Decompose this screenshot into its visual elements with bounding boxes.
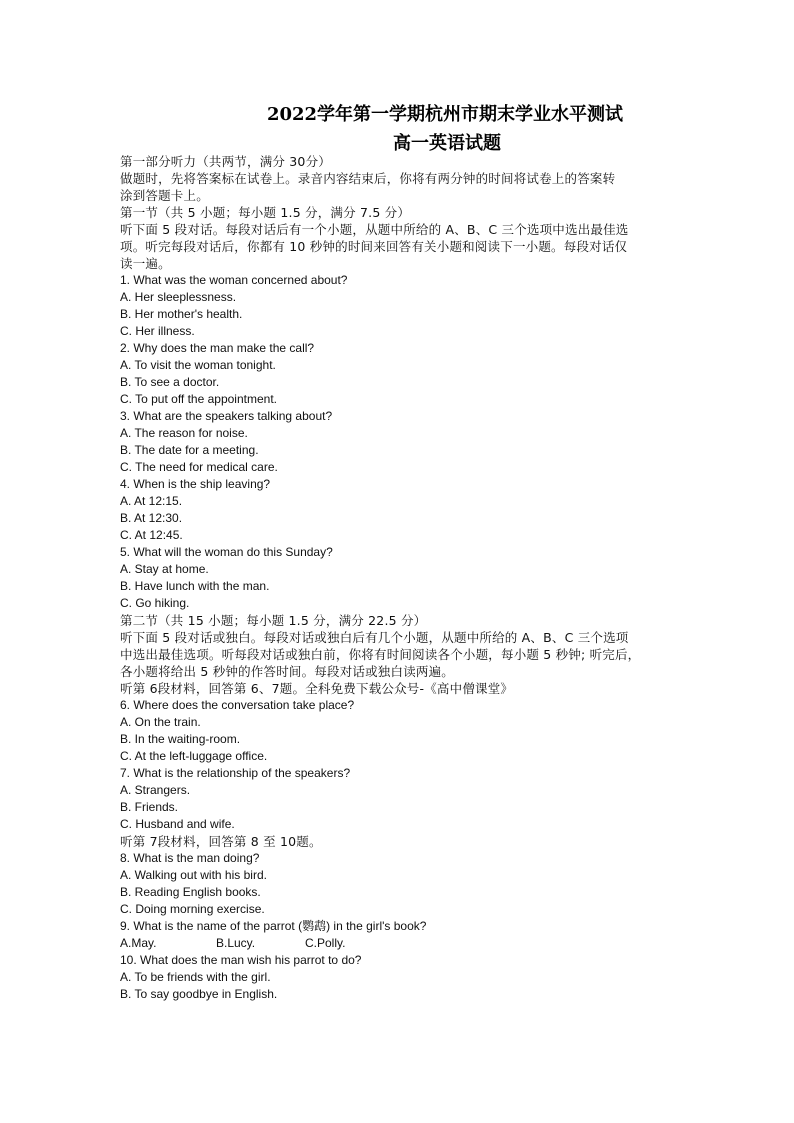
exam-content <box>120 153 690 1003</box>
answer-option: A. Stay at home. <box>120 562 209 576</box>
answer-option: A. At 12:15. <box>120 494 183 508</box>
question-stem: 3. What are the speakers talking about? <box>120 409 333 423</box>
answer-option: C.Polly. <box>305 936 346 950</box>
section1-intro-line: 听下面 5 段对话。每段对话后有一个小题，从题中所给的 A、B、C 三个选项中选出最佳选 <box>120 222 629 237</box>
answer-option: B.Lucy. <box>216 936 256 950</box>
answer-option: A.May. <box>120 936 157 950</box>
page-subtitle: 高一英语试题 <box>393 133 501 154</box>
section1-heading: 第一节（共 5 小题；每小题 1.5 分，满分 7.5 分） <box>120 205 411 220</box>
question-stem: 8. What is the man doing? <box>120 851 260 865</box>
answer-option: B. At 12:30. <box>120 511 183 525</box>
answer-option: A. On the train. <box>120 715 201 729</box>
section2-heading: 第二节（共 15 小题；每小题 1.5 分，满分 22.5 分） <box>120 613 427 628</box>
answer-option: B. Friends. <box>120 800 179 814</box>
answer-option: A. Strangers. <box>120 783 191 797</box>
answer-option: B. Reading English books. <box>120 885 261 899</box>
part1-intro-line: 涂到答题卡上。 <box>120 188 209 203</box>
answer-option: C. At the left-luggage office. <box>120 749 268 763</box>
answer-option: C. Go hiking. <box>120 596 190 610</box>
answer-option: A. To be friends with the girl. <box>120 970 271 984</box>
answer-option: A. Walking out with his bird. <box>120 868 267 882</box>
answer-option: C. The need for medical care. <box>120 460 278 474</box>
question-stem: 1. What was the woman concerned about? <box>120 273 348 287</box>
answer-option: C. Doing morning exercise. <box>120 902 265 916</box>
answer-option: A. The reason for noise. <box>120 426 248 440</box>
answer-option: C. Husband and wife. <box>120 817 235 831</box>
answer-option: C. At 12:45. <box>120 528 183 542</box>
question-stem: 6. Where does the conversation take place? <box>120 698 355 712</box>
section1-intro-line: 项。听完每段对话后，你都有 10 秒钟的时间来回答有关小题和阅读下一小题。每段对话仅 <box>120 239 628 254</box>
answer-option: B. Her mother's health. <box>120 307 243 321</box>
material-note: 听第 7段材料，回答第 8 至 10题。 <box>120 834 322 849</box>
question-stem: 10. What does the man wish his parrot to do? <box>120 953 362 967</box>
section2-intro-line: 听下面 5 段对话或独白。每段对话或独白后有几个小题，从题中所给的 A、B、C 三个选项 <box>120 630 629 645</box>
section2-intro-line: 中选出最佳选项。听每段对话或独白前，你将有时间阅读各个小题，每小题 5 秒钟; 听完后， <box>120 647 641 662</box>
question-stem: 4. When is the ship leaving? <box>120 477 271 491</box>
question-stem: 9. What is the name of the parrot (鹦鹉) in the girl's book? <box>120 919 427 933</box>
part1-intro-line: 做题时，先将答案标在试卷上。录音内容结束后，你将有两分钟的时间将试卷上的答案转 <box>120 171 616 186</box>
part1-heading: 第一部分听力（共两节，满分 30分） <box>120 154 331 169</box>
page-title: 2022学年第一学期杭州市期末学业水平测试 <box>266 104 624 125</box>
answer-option: B. Have lunch with the man. <box>120 579 270 593</box>
answer-option: B. In the waiting-room. <box>120 732 241 746</box>
section2-intro-line: 各小题将给出 5 秒钟的作答时间。每段对话或独白读两遍。 <box>120 664 455 679</box>
answer-option: C. To put off the appointment. <box>120 392 277 406</box>
question-stem: 7. What is the relationship of the speakers? <box>120 766 351 780</box>
answer-option: B. To say goodbye in English. <box>120 987 278 1001</box>
answer-option: B. The date for a meeting. <box>120 443 259 457</box>
material-note: 听第 6段材料，回答第 6、7题。全科免费下载公众号-《高中僧课堂》 <box>120 681 514 696</box>
inline-options <box>120 935 690 952</box>
question-stem: 2. Why does the man make the call? <box>120 341 315 355</box>
answer-option: C. Her illness. <box>120 324 195 338</box>
section1-intro-line: 读一遍。 <box>120 256 171 271</box>
answer-option: A. Her sleeplessness. <box>120 290 237 304</box>
question-stem: 5. What will the woman do this Sunday? <box>120 545 333 559</box>
answer-option: B. To see a doctor. <box>120 375 220 389</box>
answer-option: A. To visit the woman tonight. <box>120 358 276 372</box>
